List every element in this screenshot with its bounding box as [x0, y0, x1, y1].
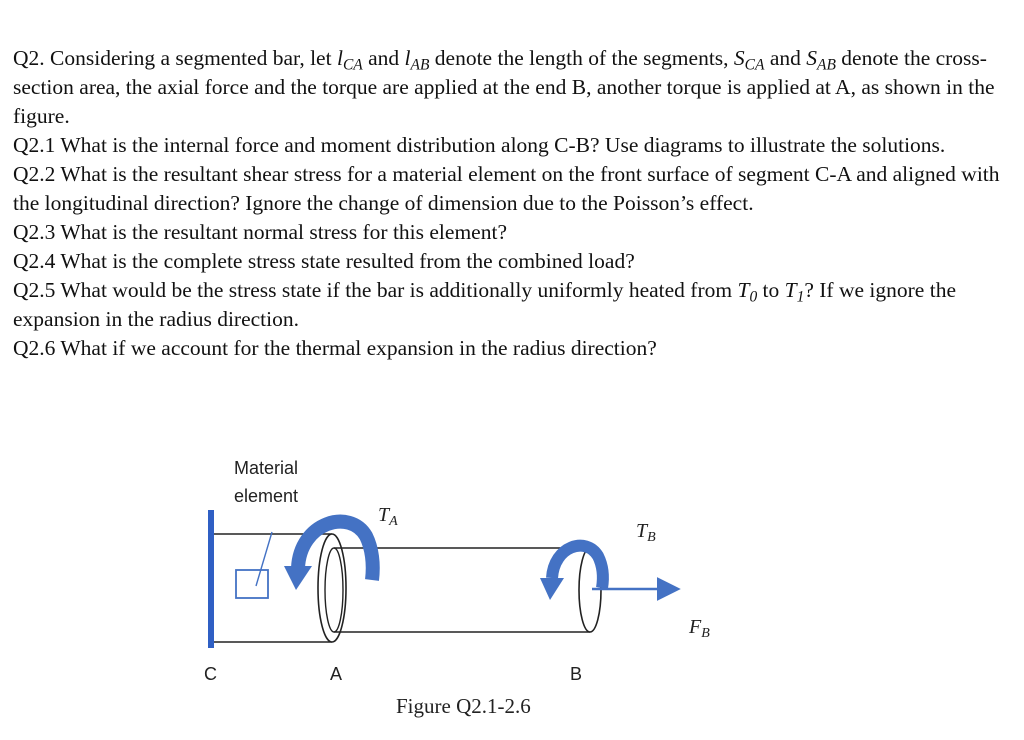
q2-paragraph: [13, 44, 1003, 131]
torque-b-head: [540, 578, 564, 600]
torque-b-label: $T_B$: [636, 520, 656, 546]
q21-paragraph: Q2.1 What is the internal force and moment distribution along C-B? Use diagrams to illustrate the solutions.: [13, 133, 946, 157]
q2-and-2: and: [764, 46, 807, 70]
section-a-outer: [318, 534, 346, 642]
point-c-label: C: [204, 664, 217, 684]
q2-text-1: Q2. Considering a segmented bar, let: [13, 46, 337, 70]
l-ca-symbol: $l_{CA}$: [336, 46, 363, 74]
fixed-wall: [208, 510, 214, 648]
point-b-label: B: [570, 664, 583, 684]
torque-a-label: $T_A$: [378, 504, 398, 530]
question-text: [13, 44, 1003, 363]
point-a-label: A: [330, 664, 343, 684]
element-leader: [256, 532, 272, 586]
figure-caption: Figure Q2.1-2.6: [396, 694, 531, 718]
q2-text-2: denote the length of the segments,: [429, 46, 734, 70]
t0-symbol: $T_0$: [737, 278, 758, 306]
q2-and-1: and: [362, 46, 405, 70]
force-b-label: $F_B$: [689, 616, 710, 642]
q24-paragraph: Q2.4 What is the complete stress state resulted from the combined load?: [13, 249, 635, 273]
s-ab-symbol: $S_{AB}$: [806, 46, 836, 74]
figure-q2: [0, 440, 1024, 740]
q25-paragraph: Q2.5 What would be the stress state if the bar is additionally uniformly heated from $T_0$ to $T_1$? If we ignore the expansion in the radius direction.: [13, 278, 956, 331]
segment-ca: [214, 534, 332, 642]
torque-a-head: [284, 566, 312, 590]
q26-paragraph: Q2.6 What if we account for the thermal expansion in the radius direction?: [13, 336, 657, 360]
s-ca-symbol: $S_{CA}$: [733, 46, 765, 74]
material-element: [236, 570, 268, 598]
q23-paragraph: Q2.3 What is the resultant normal stress for this element?: [13, 220, 507, 244]
q22-paragraph: Q2.2 What is the resultant shear stress for a material element on the front surface of segment C-A and aligned with the longitudinal direction? Ignore the change of dimension due to the Poisson’s effect.: [13, 162, 1000, 215]
q2-text-3: denote the cross-section area, the axial force and the torque are applied at the end B, another torque is applied at A, as shown in the figure.: [13, 46, 995, 128]
l-ab-symbol: $l_{AB}$: [404, 46, 430, 74]
material-element-label: Material element: [234, 458, 299, 506]
t1-symbol: $T_1$: [784, 278, 805, 306]
